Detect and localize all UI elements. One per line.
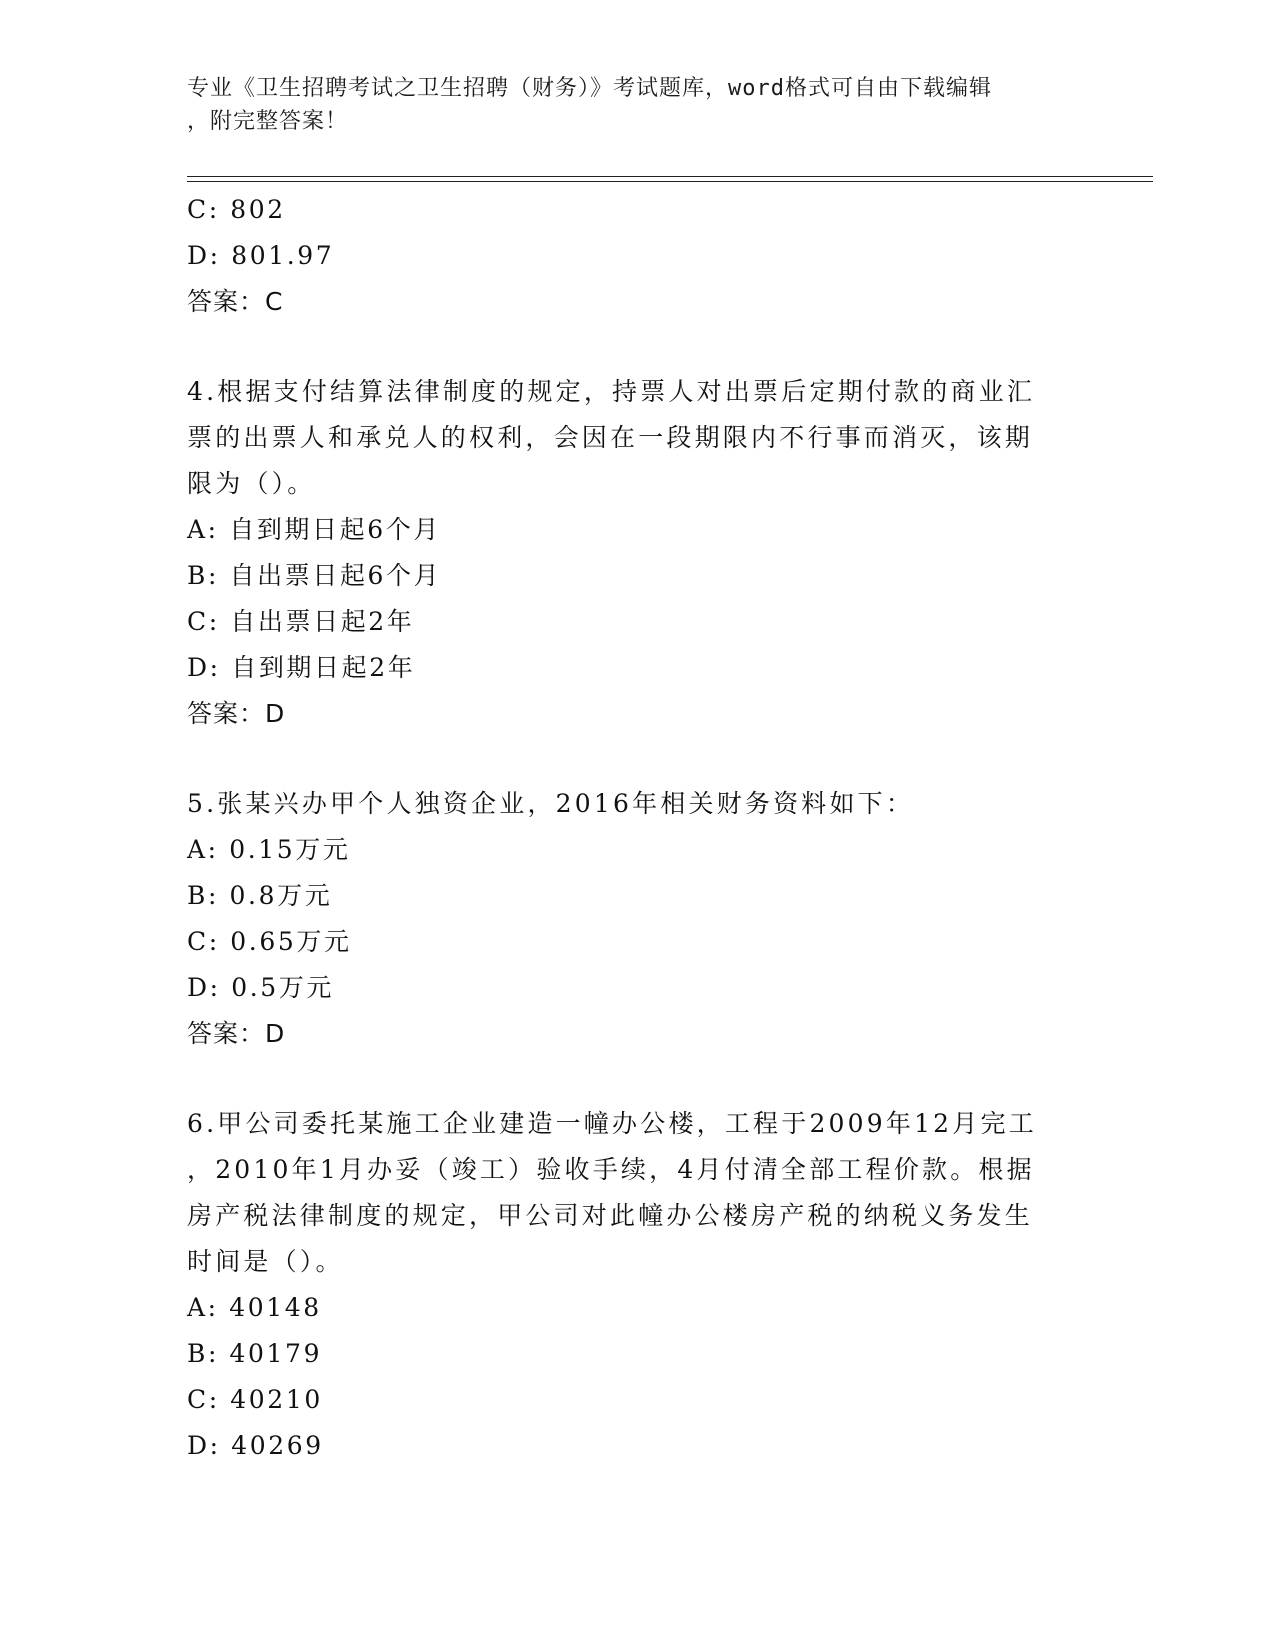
question-6 [187, 1101, 1087, 1469]
question-5 [187, 781, 1087, 1057]
question-stem-line: 5.张某兴办甲个人独资企业，2016年相关财务资料如下： [187, 789, 915, 818]
option-c: C: 0.65万元 [187, 927, 352, 956]
question-stem-line: 4.根据支付结算法律制度的规定，持票人对出票后定期付款的商业汇 [187, 377, 1036, 406]
option-a: A: 40148 [187, 1293, 322, 1322]
spacer [187, 737, 1087, 781]
header-rule-top [187, 176, 1153, 177]
option-d: D: 801.97 [187, 241, 335, 270]
document-body [187, 187, 1087, 1469]
option-c: C: 40210 [187, 1385, 323, 1414]
question-stem-line: 时间是（）。 [187, 1247, 344, 1276]
spacer [187, 325, 1087, 369]
question-3-continued [187, 187, 1087, 325]
header-line-1: 专业《卫生招聘考试之卫生招聘（财务）》考试题库，word格式可自由下载编辑 [187, 76, 992, 101]
spacer [187, 1057, 1087, 1101]
option-a: A: 0.15万元 [187, 835, 351, 864]
question-4 [187, 369, 1087, 737]
question-stem-line: 票的出票人和承兑人的权利，会因在一段期限内不行事而消灭，该期 [187, 423, 1034, 452]
option-d: D: 0.5万元 [187, 973, 334, 1002]
option-d: D: 自到期日起2年 [187, 653, 416, 682]
option-a: A: 自到期日起6个月 [187, 515, 441, 544]
question-stem-line: ，2010年1月办妥（竣工）验收手续，4月付清全部工程价款。根据 [187, 1155, 1035, 1184]
option-d: D: 40269 [187, 1431, 324, 1460]
option-c: C: 自出票日起2年 [187, 607, 415, 636]
option-b: B: 自出票日起6个月 [187, 561, 442, 590]
option-b: B: 40179 [187, 1339, 323, 1368]
answer-line: 答案：C [187, 287, 284, 316]
question-stem-line: 6.甲公司委托某施工企业建造一幢办公楼，工程于2009年12月完工 [187, 1109, 1037, 1138]
question-stem-line: 房产税法律制度的规定，甲公司对此幢办公楼房产税的纳税义务发生 [187, 1201, 1034, 1230]
answer-line: 答案：D [187, 1019, 286, 1048]
header-rule-bottom [187, 181, 1153, 182]
option-b: B: 0.8万元 [187, 881, 333, 910]
question-stem-line: 限为（）。 [187, 469, 316, 498]
header-line-2: ，附完整答案！ [187, 109, 349, 134]
option-c: C: 802 [187, 195, 286, 224]
answer-line: 答案：D [187, 699, 286, 728]
document-header [187, 72, 1067, 138]
